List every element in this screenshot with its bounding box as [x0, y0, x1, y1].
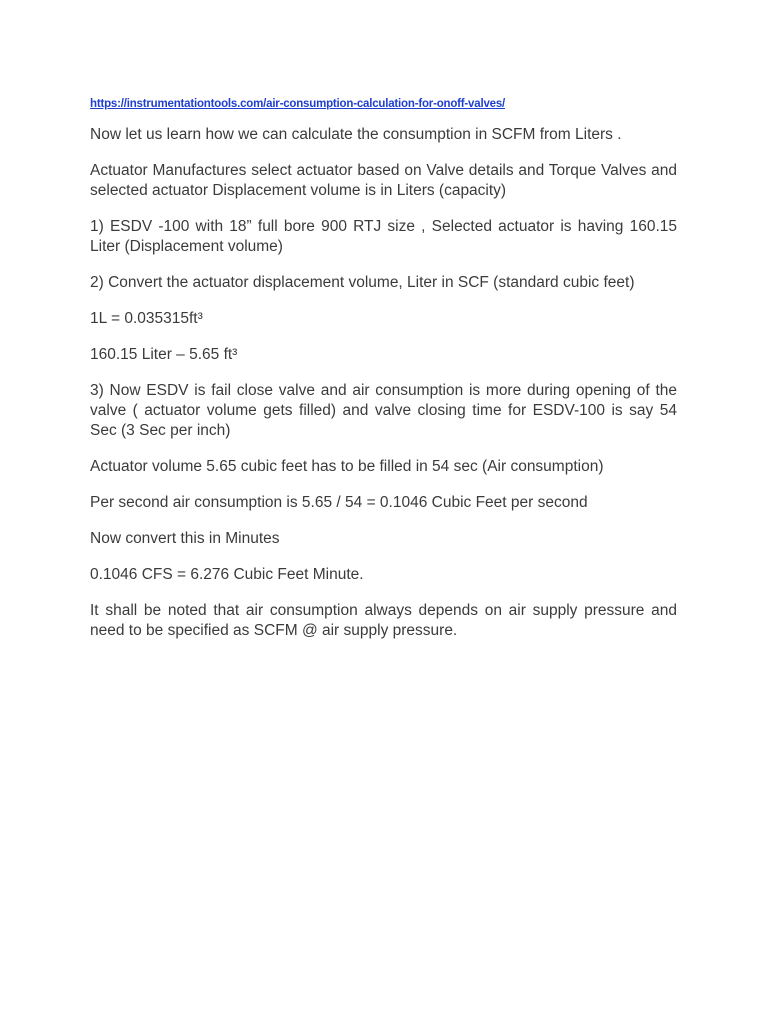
paragraph-convert-minutes: Now convert this in Minutes [90, 530, 280, 547]
paragraph-fill-volume: Actuator volume 5.65 cubic feet has to be filled in 54 sec (Air consumption) [90, 458, 604, 475]
document-content [90, 94, 677, 657]
paragraph-step-1: 1) ESDV -100 with 18” full bore 900 RTJ size , Selected actuator is having 160.15 Liter (Displacement volume) [90, 218, 677, 255]
paragraph-cfm-result: 0.1046 CFS = 6.276 Cubic Feet Minute. [90, 566, 364, 583]
paragraph-note: It shall be noted that air consumption always depends on air supply pressure and need to be specified as SCFM @ air supply pressure. [90, 602, 677, 639]
paragraph-actuator-selection: Actuator Manufactures select actuator based on Valve details and Torque Valves and selected actuator Displacement volume is in Liters (capacity) [90, 162, 677, 199]
paragraph-per-second: Per second air consumption is 5.65 / 54 = 0.1046 Cubic Feet per second [90, 494, 588, 511]
source-link[interactable]: https://instrumentationtools.com/air-consumption-calculation-for-onoff-valves/ [90, 98, 506, 110]
paragraph-conversion-factor: 1L = 0.035315ft³ [90, 310, 203, 327]
paragraph-step-3: 3) Now ESDV is fail close valve and air consumption is more during opening of the valve ( actuator volume gets filled) and valve closing time for ESDV-100 is say 54 Sec (3 Sec per inch) [90, 382, 677, 439]
paragraph-conversion-result: 160.15 Liter – 5.65 ft³ [90, 346, 238, 363]
paragraph-intro: Now let us learn how we can calculate the consumption in SCFM from Liters . [90, 126, 622, 143]
paragraph-step-2: 2) Convert the actuator displacement volume, Liter in SCF (standard cubic feet) [90, 274, 635, 291]
